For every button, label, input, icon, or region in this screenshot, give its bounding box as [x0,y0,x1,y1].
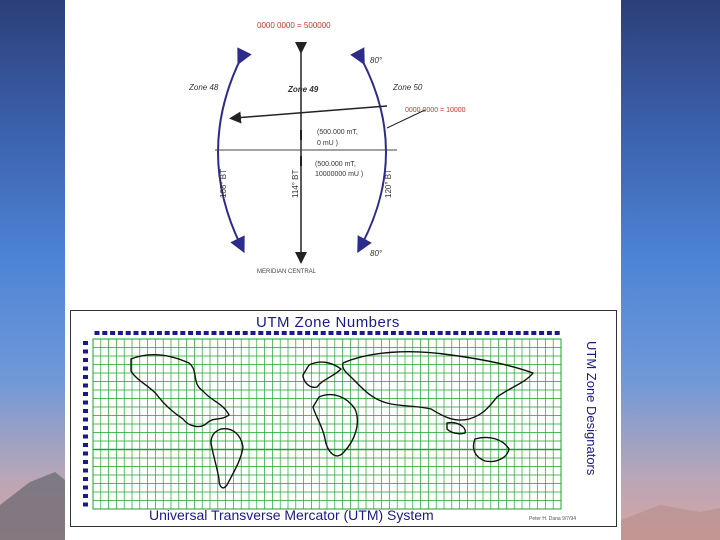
lower-coord-line-2: 10000000 mU ) [315,171,364,178]
zone-number-marker [414,331,419,335]
band-letter-marker [83,503,88,507]
lat-bottom-label: 80° [370,249,383,258]
band-letter-marker [83,384,88,388]
zone-number-marker [235,331,240,335]
band-letter-marker [83,392,88,396]
band-letter-marker [83,341,88,345]
zone-number-marker [258,331,263,335]
long-center-label: 114° BT [291,169,300,198]
zone-number-marker [383,331,388,335]
band-letter-column [83,341,88,507]
zone-number-marker [485,331,490,335]
world-landmass [131,352,533,488]
band-letter-marker [83,367,88,371]
zone-number-marker [149,331,154,335]
zone-number-marker [204,331,209,335]
zone-number-marker [508,331,513,335]
long-left-label: 108° BT [219,169,228,198]
zone-number-marker [438,331,443,335]
band-letter-marker [83,375,88,379]
band-letter-marker [83,350,88,354]
band-letter-marker [83,443,88,447]
zone-number-marker [212,331,217,335]
zone-number-marker [391,331,396,335]
zone-number-marker [95,331,100,335]
zone-number-marker [297,331,302,335]
zone-number-marker [118,331,123,335]
sloped-arrow [235,106,387,118]
long-right-label: 120° BT [384,169,393,198]
zone-number-row [95,331,560,335]
zone-number-marker [134,331,139,335]
zone-number-marker [173,331,178,335]
zone-number-marker [375,331,380,335]
band-letter-marker [83,494,88,498]
upper-coord-line-2: 0 mU ) [317,140,338,147]
zone-number-marker [446,331,451,335]
zone-number-marker [165,331,170,335]
zone-left-label: Zone 48 [189,83,219,92]
zone-number-marker [461,331,466,335]
top-note: 0000 0000 = 500000 [257,21,331,30]
zone-number-marker [477,331,482,335]
zone-number-marker [453,331,458,335]
zone-number-marker [329,331,334,335]
zone-number-marker [500,331,505,335]
zone-number-marker [531,331,536,335]
zone-number-marker [407,331,412,335]
zone-number-marker [313,331,318,335]
zone-number-marker [188,331,193,335]
band-letter-marker [83,486,88,490]
band-letter-marker [83,435,88,439]
meridian-label: MERIDIAN CENTRAL [257,269,317,275]
zone-number-marker [344,331,349,335]
zone-number-marker [399,331,404,335]
zone-number-marker [352,331,357,335]
zone-number-marker [282,331,287,335]
band-letter-marker [83,358,88,362]
band-letter-marker [83,477,88,481]
zone-number-marker [180,331,185,335]
zone-number-marker [274,331,279,335]
zone-number-marker [290,331,295,335]
left-zone-arc [218,58,241,246]
band-letter-marker [83,452,88,456]
zone-number-marker [524,331,529,335]
map-credit: Peter H. Dana 9/7/94 [529,516,576,522]
zone-number-marker [469,331,474,335]
right-zone-arc [361,58,386,246]
zone-number-marker [336,331,341,335]
zone-number-marker [492,331,497,335]
zone-center-label: Zone 49 [288,85,319,94]
right-note: 0000 0000 = 10000 [405,107,466,114]
zone-number-marker [102,331,107,335]
zone-number-marker [555,331,560,335]
zone-number-marker [516,331,521,335]
zone-number-marker [219,331,224,335]
lat-top-label: 80° [370,56,383,65]
band-letter-marker [83,409,88,413]
zone-number-marker [251,331,256,335]
zone-number-marker [547,331,552,335]
zone-number-marker [430,331,435,335]
map-title: UTM Zone Numbers [256,314,400,331]
band-letter-marker [83,418,88,422]
zone-number-marker [243,331,248,335]
zone-number-marker [196,331,201,335]
zone-right-label: Zone 50 [393,83,423,92]
zone-number-marker [141,331,146,335]
zone-number-marker [539,331,544,335]
zone-number-marker [360,331,365,335]
zone-number-marker [110,331,115,335]
zone-number-marker [126,331,131,335]
utm-zone-diagram [65,0,621,300]
band-letter-marker [83,426,88,430]
zone-number-marker [305,331,310,335]
zone-number-marker [227,331,232,335]
map-caption: Universal Transverse Mercator (UTM) System [149,507,434,523]
lower-coord-line-1: (500.000 mT, [315,161,356,168]
zone-number-marker [422,331,427,335]
zone-number-marker [321,331,326,335]
band-letter-marker [83,469,88,473]
zone-number-marker [157,331,162,335]
slide-panel [65,0,621,540]
map-side-title: UTM Zone Designators [584,341,599,476]
band-letter-marker [83,460,88,464]
upper-coord-line-1: (500.000 mT, [317,129,358,136]
zone-number-marker [368,331,373,335]
band-letter-marker [83,401,88,405]
utm-zone-map [70,310,617,527]
map-graphic [71,311,616,526]
zone-number-marker [266,331,271,335]
